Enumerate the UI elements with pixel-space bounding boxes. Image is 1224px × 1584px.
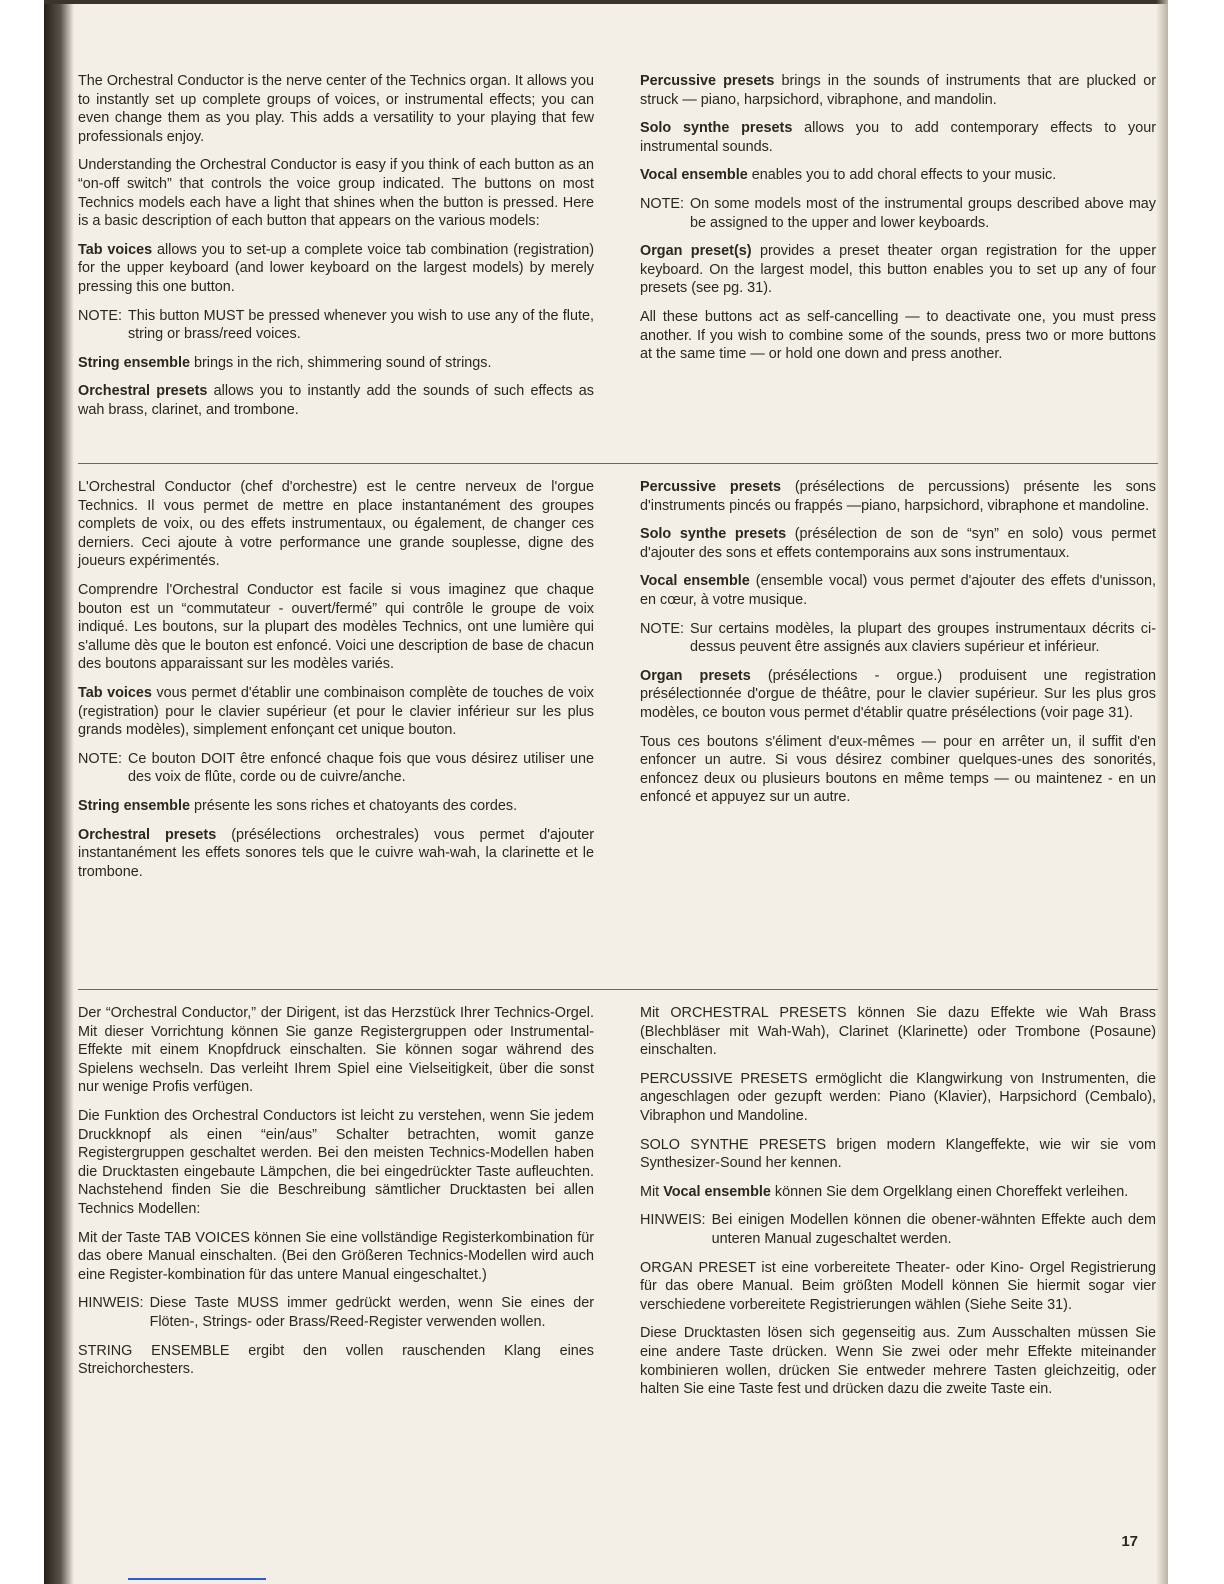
paragraph-text: provides a preset theater organ registration for the upper keyboard. On the largest model, this button enables you to set up any of four presets (see pg. 31). xyxy=(640,243,1156,297)
paragraph-text: The Orchestral Conductor is the nerve center of the Technics organ. It allows you to instantly set up complete groups of voices, or instrumental effects; you can even change them as you play. This adds a versatility to your playing that few professionals enjoy. xyxy=(78,73,594,145)
note-label: HINWEIS: xyxy=(78,1295,144,1312)
note-block xyxy=(78,750,594,787)
feature-paragraph xyxy=(78,826,594,882)
paragraph-text: (présélections orchestrales) vous permet d'ajouter instantanément les effets sonores tels que le cuivre wah-wah, la clarinette et le trombone. xyxy=(78,826,595,880)
button-name: Organ preset(s) xyxy=(640,243,752,260)
paragraph-text: enables you to add choral effects to your music. xyxy=(747,167,1057,184)
feature-paragraph xyxy=(78,684,594,740)
english-left-column xyxy=(78,72,594,430)
button-name: Percussive presets xyxy=(640,73,775,89)
paragraph-text: allows you to set-up a complete voice tab combination (registration) for the upper keyboard (and lower keyboard on the largest models) by merely pressing this one button. xyxy=(78,241,594,295)
paragraph-text: allows you to instantly add the sounds of such effects as wah brass, clarinet, and trombone. xyxy=(78,383,594,418)
feature-paragraph xyxy=(78,354,594,373)
note-block xyxy=(78,1294,594,1331)
german-left-column xyxy=(78,1004,594,1389)
body-paragraph xyxy=(640,308,1156,364)
feature-paragraph xyxy=(78,797,594,816)
button-name: Organ presets xyxy=(640,667,751,684)
button-name: Solo synthe presets xyxy=(640,120,793,137)
button-name: Vocal ensemble xyxy=(640,573,750,590)
note-block xyxy=(78,307,594,344)
note-text: Sur certains modèles, la plupart des groupes instrumentaux décrits ci-dessus peuvent être assignés aux claviers supérieur et inférieur. xyxy=(689,620,1156,656)
body-paragraph xyxy=(640,1324,1156,1398)
feature-paragraph xyxy=(640,572,1156,609)
paragraph-text: können Sie dem Orgelklang einen Choreffekt verleihen. xyxy=(770,1183,1129,1200)
feature-paragraph xyxy=(78,382,594,419)
note-label: NOTE: xyxy=(78,307,122,324)
page-top-edge xyxy=(44,0,1168,4)
paragraph-text: L'Orchestral Conductor (chef d'orchestre) est le centre nerveux de l'orgue Technics. Il vous permet de mettre en place instantanément des groupes complets de voix, ou des effets instrumentaux, ou également, de changer ces derniers. Ceci ajoute à votre performance une grande souplesse, digne des joueurs expérimentés. xyxy=(78,479,594,570)
paragraph-text: SOLO SYNTHE PRESETS brigen modern Klangeffekte, wie wir sie vom Synthesizer-Sound her kennen. xyxy=(640,1136,1156,1172)
body-paragraph xyxy=(640,1136,1156,1173)
paragraph-text: Comprendre l'Orchestral Conductor est facile si vous imaginez que chaque bouton est un “commutateur - ouvert/fermé” qui contrôle le groupe de voix indiqué. Les boutons, sur la plupart des modèles Technics, ont une lumière qui s'allume dès que le bouton est enfoncé. Voici une description de base de chacun des boutons apparaissant sur les modèles variés. xyxy=(78,581,594,673)
button-name: Tab voices xyxy=(78,241,153,258)
button-name: Vocal ensemble xyxy=(640,167,748,184)
feature-paragraph xyxy=(640,1183,1156,1202)
body-paragraph xyxy=(78,1229,594,1285)
french-right-column xyxy=(640,478,1156,817)
body-paragraph xyxy=(78,581,594,674)
paragraph-text: Tous ces boutons s'éliment d'eux-mêmes — pour en arrêter un, il suffit d'en enfoncer un autre. Si vous désirez combiner quelques-unes des sonorités, enfoncez deux ou plusieurs boutons en même temps — ou maintenez - en un enfoncé et appuyez sur un autre. xyxy=(640,733,1156,806)
paragraph-text: allows you to add contemporary effects to your instrumental sounds. xyxy=(640,120,1156,155)
paragraph-text: ORGAN PRESET ist eine vorbereitete Theater- oder Kino- Orgel Registrierung für das obere Manual. Beim größten Modell können Sie hiermit sogar vier verschiedene vorbereitete Registrierungen wählen (Siehe Seite 31). xyxy=(640,1259,1156,1313)
button-name: String ensemble xyxy=(78,354,190,371)
page-right-edge xyxy=(1156,0,1168,1584)
body-paragraph xyxy=(78,72,594,146)
paragraph-text: STRING ENSEMBLE ergibt den vollen rauschenden Klang eines Streichorchesters. xyxy=(78,1342,594,1378)
note-text: On some models most of the instrumental groups described above may be assigned to the upper and lower keyboards. xyxy=(689,195,1156,231)
paragraph-text: (présélections - orgue.) produisent une registration présélectionnée d'orgue de théâtre, pour le clavier supérieur. Sur les plus gros modèles, ce bouton vous permet d'établir quatre présélections (voir page 31). xyxy=(640,667,1156,721)
feature-paragraph xyxy=(640,525,1156,562)
paragraph-text: présente les sons riches et chatoyants des cordes. xyxy=(189,797,518,814)
feature-paragraph xyxy=(640,478,1156,515)
note-text: Bei einigen Modellen können die obener-wähnten Effekte auch dem unteren Manual zugeschaltet werden. xyxy=(711,1212,1156,1247)
note-text: Diese Taste MUSS immer gedrückt werden, wenn Sie eines der Flöten-, Strings- oder Brass/Reed-Register verwenden wollen. xyxy=(149,1295,594,1330)
note-label: NOTE: xyxy=(78,750,122,767)
note-text: Ce bouton DOIT être enfoncé chaque fois que vous désirez utiliser une des voix de flûte, corde ou de cuivre/anche. xyxy=(127,750,594,786)
feature-paragraph xyxy=(78,241,594,297)
button-name: String ensemble xyxy=(78,797,190,814)
feature-paragraph xyxy=(640,667,1156,723)
french-left-column xyxy=(78,478,594,891)
button-name: Orchestral presets xyxy=(78,826,217,843)
note-block xyxy=(640,1211,1156,1248)
note-label: HINWEIS: xyxy=(640,1212,706,1229)
feature-paragraph xyxy=(640,166,1156,185)
body-paragraph xyxy=(640,733,1156,807)
body-paragraph xyxy=(640,1004,1156,1060)
button-name: Orchestral presets xyxy=(78,383,208,400)
english-right-column xyxy=(640,72,1156,374)
german-right-column xyxy=(640,1004,1156,1409)
paragraph-text: Der “Orchestral Conductor,” der Dirigent, ist das Herzstück Ihrer Technics-Orgel. Mit dieser Vorrichtung können Sie ganze Registergruppen oder Instrumental-Effekte mit einem Knopfdruck einschalten. Sie können sogar während des Spielens wechseln. Das verleiht Ihrem Spiel eine Vielseitigkeit, über die sonst nur wenige Profis verfügen. xyxy=(78,1005,594,1096)
manual-page xyxy=(44,0,1168,1584)
paragraph-text: PERCUSSIVE PRESETS ermöglicht die Klangwirkung von Instrumenten, die angeschlagen oder gezupft werden: Piano (Klavier), Harpsichord (Cembalo), Vibraphon und Mandoline. xyxy=(640,1070,1156,1124)
page-number: 17 xyxy=(1121,1533,1138,1550)
body-paragraph xyxy=(78,1004,594,1097)
body-paragraph xyxy=(78,1342,594,1379)
body-paragraph xyxy=(78,478,594,571)
note-block xyxy=(640,195,1156,232)
paragraph-text: Understanding the Orchestral Conductor is easy if you think of each button as an “on-off switch” that controls the voice group indicated. The buttons on most Technics models each have a light that shines when the button is pressed. Here is a basic description of each button that appears on the various models: xyxy=(78,157,594,230)
feature-paragraph xyxy=(640,242,1156,298)
paragraph-text: vous permet d'établir une combinaison complète de touches de voix (registration) pour le clavier supérieur (et pour le clavier inférieur sur les plus grands modèles), simplement enfonçant cet unique bouton. xyxy=(78,684,594,739)
button-name: Solo synthe presets xyxy=(640,526,787,543)
section-divider-1 xyxy=(78,463,1158,464)
paragraph-text: Mit der Taste TAB VOICES können Sie eine vollständige Registerkombination für das obere Manual einschalten. (Bei den Größeren Technics-Modellen wird auch eine Register-kombination für das untere Manual eingeschaltet.) xyxy=(78,1229,594,1283)
button-name: Tab voices xyxy=(78,684,152,701)
body-paragraph xyxy=(78,1107,594,1219)
paragraph-text: (présélection de son de “syn” en solo) vous permet d'ajouter des sons et effets contemporains aux sons instrumentaux. xyxy=(640,526,1156,561)
body-paragraph xyxy=(640,1070,1156,1126)
feature-paragraph xyxy=(640,72,1156,109)
note-label: NOTE: xyxy=(640,195,684,212)
page-binding-shadow xyxy=(44,0,74,1584)
paragraph-text: (présélections de percussions) présente les sons d'instruments pincés ou frappés —piano, harpsichord, vibraphone et mandoline. xyxy=(640,479,1156,514)
note-label: NOTE: xyxy=(640,620,684,637)
note-text: This button MUST be pressed whenever you wish to use any of the flute, string or brass/reed voices. xyxy=(127,307,594,343)
paragraph-text: (ensemble vocal) vous permet d'ajouter des effets d'unisson, en cœur, à votre musique. xyxy=(640,573,1156,608)
section-divider-2 xyxy=(78,989,1158,990)
button-name: Percussive presets xyxy=(640,479,782,495)
feature-paragraph xyxy=(640,119,1156,156)
paragraph-text: Die Funktion des Orchestral Conductors ist leicht zu verstehen, wenn Sie jedem Druckknopf als einen “ein/aus” Schalter betrachten, womit ganze Registergruppen geschaltet werden. Bei den meisten Technics-Modellen haben die Drucktasten eingebaute Lämpchen, die bei eingedrückter Taste aufleuchten. Nachstehend finden Sie die Beschreibung sämtlicher Drucktasten bei allen Technics Modellen: xyxy=(78,1107,594,1217)
paragraph-text: brings in the rich, shimmering sound of strings. xyxy=(189,354,492,371)
body-paragraph xyxy=(640,1259,1156,1315)
paragraph-prefix: Mit xyxy=(640,1183,664,1200)
paragraph-text: All these buttons act as self-cancelling — to deactivate one, you must press another. If you wish to combine some of the sounds, press two or more buttons at the same time — or hold one down and press another. xyxy=(640,308,1156,363)
body-paragraph xyxy=(78,156,594,230)
paragraph-text: Mit ORCHESTRAL PRESETS können Sie dazu Effekte wie Wah Brass (Blechbläser mit Wah-Wah), Clarinet (Klarinette) oder Trombone (Posaune) einschalten. xyxy=(640,1005,1156,1059)
note-block xyxy=(640,620,1156,657)
link-underline-mark xyxy=(128,1578,266,1580)
paragraph-text: Diese Drucktasten lösen sich gegenseitig aus. Zum Ausschalten müssen Sie eine andere Taste drücken. Wenn Sie zwei oder mehr Effekte miteinander kombinieren wollen, drücken Sie entweder mehrere Tasten gleichzeitig, oder halten Sie eine Taste fest und drücken dazu die zweite Taste ein. xyxy=(640,1325,1156,1398)
button-name: Vocal ensemble xyxy=(663,1183,771,1200)
paragraph-text: brings in the sounds of instruments that are plucked or struck — piano, harpsichord, vibraphone, and mandolin. xyxy=(640,73,1157,108)
